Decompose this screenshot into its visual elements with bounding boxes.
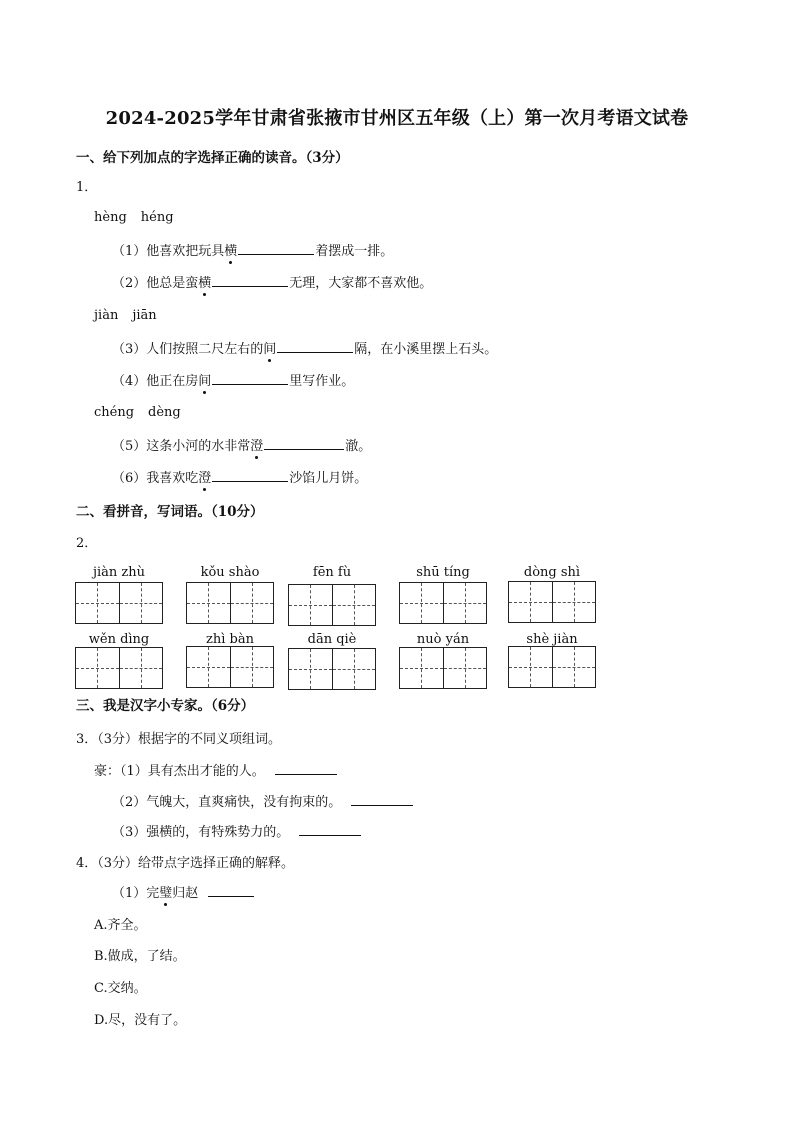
item-6: （6）我喜欢吃澄 沙馅儿月饼。 — [112, 467, 367, 486]
section-2-heading: 二、看拼音，写词语。（10分） — [76, 504, 264, 520]
answer-blank[interactable] — [275, 763, 337, 775]
question-3-stem: 3．（3分）根据字的不同义项组词。 — [76, 732, 282, 747]
item-2: （2）他总是蛮横 无理，大家都不喜欢他。 — [112, 272, 432, 291]
pinyin-label: zhì bàn — [206, 632, 254, 647]
writing-boxes[interactable] — [75, 647, 163, 689]
pinyin-pair-2: jiàn jiān — [94, 308, 157, 323]
question-4-stem: 4．（3分）给带点字选择正确的解释。 — [76, 856, 295, 871]
pinyin-label: kǒu shào — [200, 565, 260, 580]
dotted-char: 澄 — [198, 467, 211, 486]
dotted-char: 间 — [263, 338, 276, 357]
pinyin-label: dān qiè — [307, 632, 357, 647]
q3-item-2: （2）气魄大，直爽痛快，没有拘束的。 — [112, 791, 414, 810]
item-4: （4）他正在房间 里写作业。 — [112, 370, 354, 389]
option-a: A.齐全。 — [94, 918, 147, 933]
answer-blank[interactable] — [238, 243, 314, 255]
option-c: C.交纳。 — [94, 981, 147, 996]
dotted-char: 间 — [198, 370, 211, 389]
pinyin-label: shū tíng — [416, 565, 470, 580]
answer-blank[interactable] — [277, 341, 353, 353]
pinyin-pair-3: chéng dèng — [94, 405, 181, 420]
option-b: B.做成，了结。 — [94, 949, 186, 964]
dotted-char: 璧 — [159, 882, 172, 901]
answer-blank[interactable] — [299, 824, 361, 836]
writing-boxes[interactable] — [508, 646, 596, 688]
answer-blank[interactable] — [212, 275, 288, 287]
answer-blank[interactable] — [208, 885, 254, 897]
q4-item-1: （1）完璧归赵 — [112, 882, 255, 901]
writing-boxes[interactable] — [399, 647, 487, 689]
item-5: （5）这条小河的水非常澄 澈。 — [112, 435, 371, 454]
writing-boxes[interactable] — [399, 582, 487, 624]
writing-boxes[interactable] — [186, 582, 274, 624]
writing-boxes[interactable] — [288, 648, 376, 690]
answer-blank[interactable] — [264, 438, 344, 450]
dotted-char: 横 — [198, 272, 211, 291]
item-1: （1）他喜欢把玩具横 着摆成一排。 — [112, 240, 393, 259]
q3-item-1: 豪：（1）具有杰出才能的人。 — [94, 760, 338, 779]
question-2-number: 2． — [76, 536, 98, 551]
pinyin-label: fēn fù — [312, 565, 352, 580]
pinyin-label: nuò yán — [416, 632, 470, 647]
pinyin-label: shè jiàn — [526, 632, 578, 647]
dotted-char: 横 — [224, 240, 237, 259]
pinyin-label: jiàn zhù — [92, 565, 146, 580]
section-3-heading: 三、我是汉字小专家。（6分） — [76, 698, 255, 714]
answer-blank[interactable] — [212, 373, 288, 385]
writing-boxes[interactable] — [186, 646, 274, 688]
section-1-heading: 一、给下列加点的字选择正确的读音。（3分） — [76, 150, 349, 166]
page-title: 2024-2025学年甘肃省张掖市甘州区五年级（上）第一次月考语文试卷 — [105, 108, 689, 129]
pinyin-label: wěn dìng — [88, 632, 150, 647]
writing-boxes[interactable] — [288, 584, 376, 626]
writing-boxes[interactable] — [75, 582, 163, 624]
question-1-number: 1． — [76, 180, 98, 195]
pinyin-label: dòng shì — [523, 565, 581, 580]
answer-blank[interactable] — [351, 794, 413, 806]
dotted-char: 澄 — [250, 435, 263, 454]
answer-blank[interactable] — [212, 470, 288, 482]
writing-boxes[interactable] — [508, 581, 596, 623]
option-d: D.尽，没有了。 — [94, 1013, 187, 1028]
q3-item-3: （3）强横的，有特殊势力的。 — [112, 821, 362, 840]
item-3: （3）人们按照二尺左右的间 隔，在小溪里摆上石头。 — [112, 338, 497, 357]
pinyin-pair-1: hèng héng — [94, 210, 174, 225]
